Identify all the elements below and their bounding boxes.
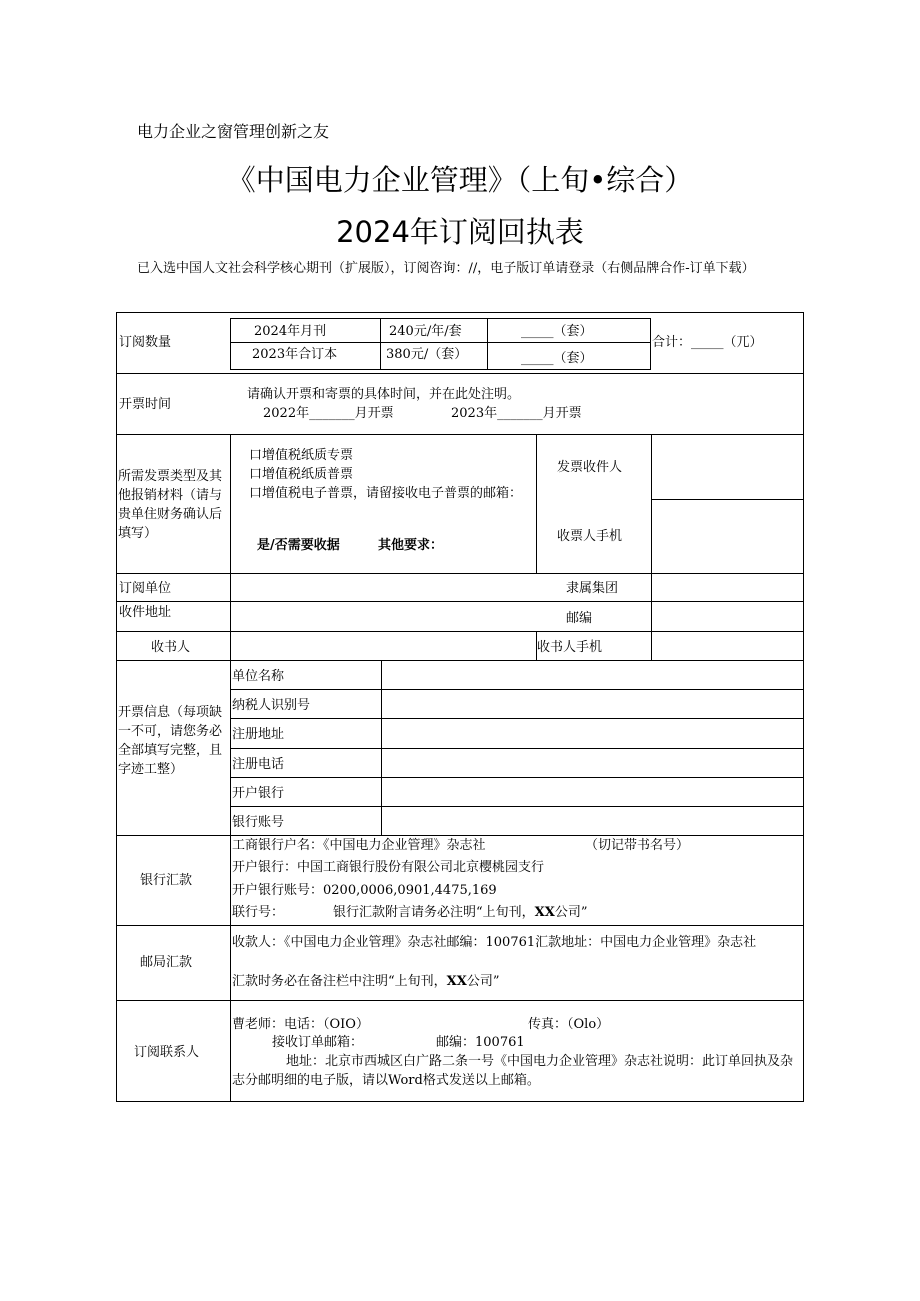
bank-routing-label: 联行号： bbox=[232, 905, 285, 920]
slogan: 电力企业之窗管理创新之友 bbox=[137, 122, 330, 141]
post-transfer-label: 邮局汇款 bbox=[140, 955, 193, 970]
postcode-label: 邮编 bbox=[566, 611, 593, 626]
contact-postcode: 邮编：100761 bbox=[436, 1035, 525, 1050]
billing-field-label: 银行账号 bbox=[232, 815, 285, 830]
contact-person: 曹老师：电话：（OIO） bbox=[232, 1017, 369, 1032]
billing-info-label: 开票信息（每项缺一不可，请您务必全部填写完整，且字迹工整） bbox=[118, 705, 223, 777]
qty-monthly-field[interactable]: _____（套） bbox=[521, 324, 593, 339]
group-label: 隶属集团 bbox=[566, 581, 619, 596]
contact-address: 地址：北京市西城区白广路二条一号《中国电力企业管理》杂志社说明：此订单回执及杂志分邮明细的电子版，请以Word格式发送以上邮箱。 bbox=[232, 1054, 794, 1088]
receipt-required-field[interactable]: 是/否需要收据 bbox=[257, 538, 340, 553]
total-field[interactable]: 合计：_____（兀） bbox=[652, 335, 763, 350]
receiver-phone-label: 收书人手机 bbox=[537, 640, 603, 655]
bank-account-number: 开户银行账号：0200,0006,0901,4475,169 bbox=[232, 883, 497, 898]
price-bound-volume: 380元/（套） bbox=[386, 347, 468, 362]
qty-bound-volume-field[interactable]: _____（套） bbox=[521, 351, 593, 366]
quantity-label: 订阅数量 bbox=[119, 335, 172, 350]
invoice-type-label: 所需发票类型及其他报销材料（请与贵单住财务确认后填写） bbox=[118, 469, 223, 541]
invoice-time-instruction: 请确认开票和寄票的具体时间，并在此处注明。 bbox=[247, 387, 521, 402]
subscriber-unit-label: 订阅单位 bbox=[119, 581, 172, 596]
invoice-time-label: 开票时间 bbox=[119, 397, 172, 412]
bank-account-note: （切记带书名号） bbox=[585, 838, 690, 853]
invoice-month-2023-field[interactable]: 2023年_______月开票 bbox=[451, 406, 582, 421]
billing-field-label: 注册电话 bbox=[232, 757, 285, 772]
address-label: 收件地址 bbox=[119, 605, 172, 620]
post-memo: 汇款时务必在备注栏中注明“上旬刊，XX公司” bbox=[232, 974, 500, 989]
option-vat-paper-normal[interactable]: 口增值税纸质普票 bbox=[249, 467, 354, 482]
item-monthly: 2024年月刊 bbox=[254, 324, 327, 339]
invoice-recipient-phone-label: 收票人手机 bbox=[557, 529, 623, 544]
billing-field-label: 注册地址 bbox=[232, 727, 285, 742]
page-subtitle: 2024年订阅回执表 bbox=[336, 215, 584, 249]
invoice-month-2022-field[interactable]: 2022年_______月开票 bbox=[263, 406, 394, 421]
item-bound-volume: 2023年合订本 bbox=[252, 347, 338, 362]
billing-field-label: 纳税人识别号 bbox=[232, 698, 311, 713]
bank-account-name: 工商银行户名：《中国电力企业管理》杂志社 bbox=[232, 838, 486, 853]
option-vat-electronic[interactable]: 口增值税电子普票，请留接收电子普票的邮箱： bbox=[249, 486, 523, 501]
bank-memo: 银行汇款附言请务必注明“上旬刊，XX公司” bbox=[333, 905, 588, 920]
option-vat-paper-special[interactable]: 口增值税纸质专票 bbox=[249, 448, 354, 463]
price-monthly: 240元/年/套 bbox=[389, 324, 462, 339]
bank-transfer-label: 银行汇款 bbox=[140, 873, 193, 888]
post-payee: 收款人：《中国电力企业管理》杂志社邮编：100761汇款地址：中国电力企业管理》杂志社 bbox=[232, 935, 757, 950]
contact-fax: 传真：（Olo） bbox=[528, 1017, 610, 1032]
receiver-label: 收书人 bbox=[151, 640, 191, 655]
other-requirements-field[interactable]: 其他要求： bbox=[378, 538, 444, 553]
billing-field-label: 单位名称 bbox=[232, 669, 285, 684]
contact-email: 接收订单邮箱： bbox=[272, 1035, 364, 1050]
contact-label: 订阅联系人 bbox=[134, 1045, 200, 1060]
page-title: 《中国电力企业管理》（上旬•综合） bbox=[226, 163, 694, 197]
invoice-recipient-label: 发票收件人 bbox=[557, 460, 623, 475]
bank-name: 开户银行：中国工商银行股份有限公司北京樱桃园支行 bbox=[232, 860, 545, 875]
intro-text: 已入选中国人文社会科学核心期刊（扩展版），订阅咨询：//，电子版订单请登录（右侧品牌合作-订单下载） bbox=[137, 261, 755, 276]
billing-field-label: 开户银行 bbox=[232, 786, 285, 801]
